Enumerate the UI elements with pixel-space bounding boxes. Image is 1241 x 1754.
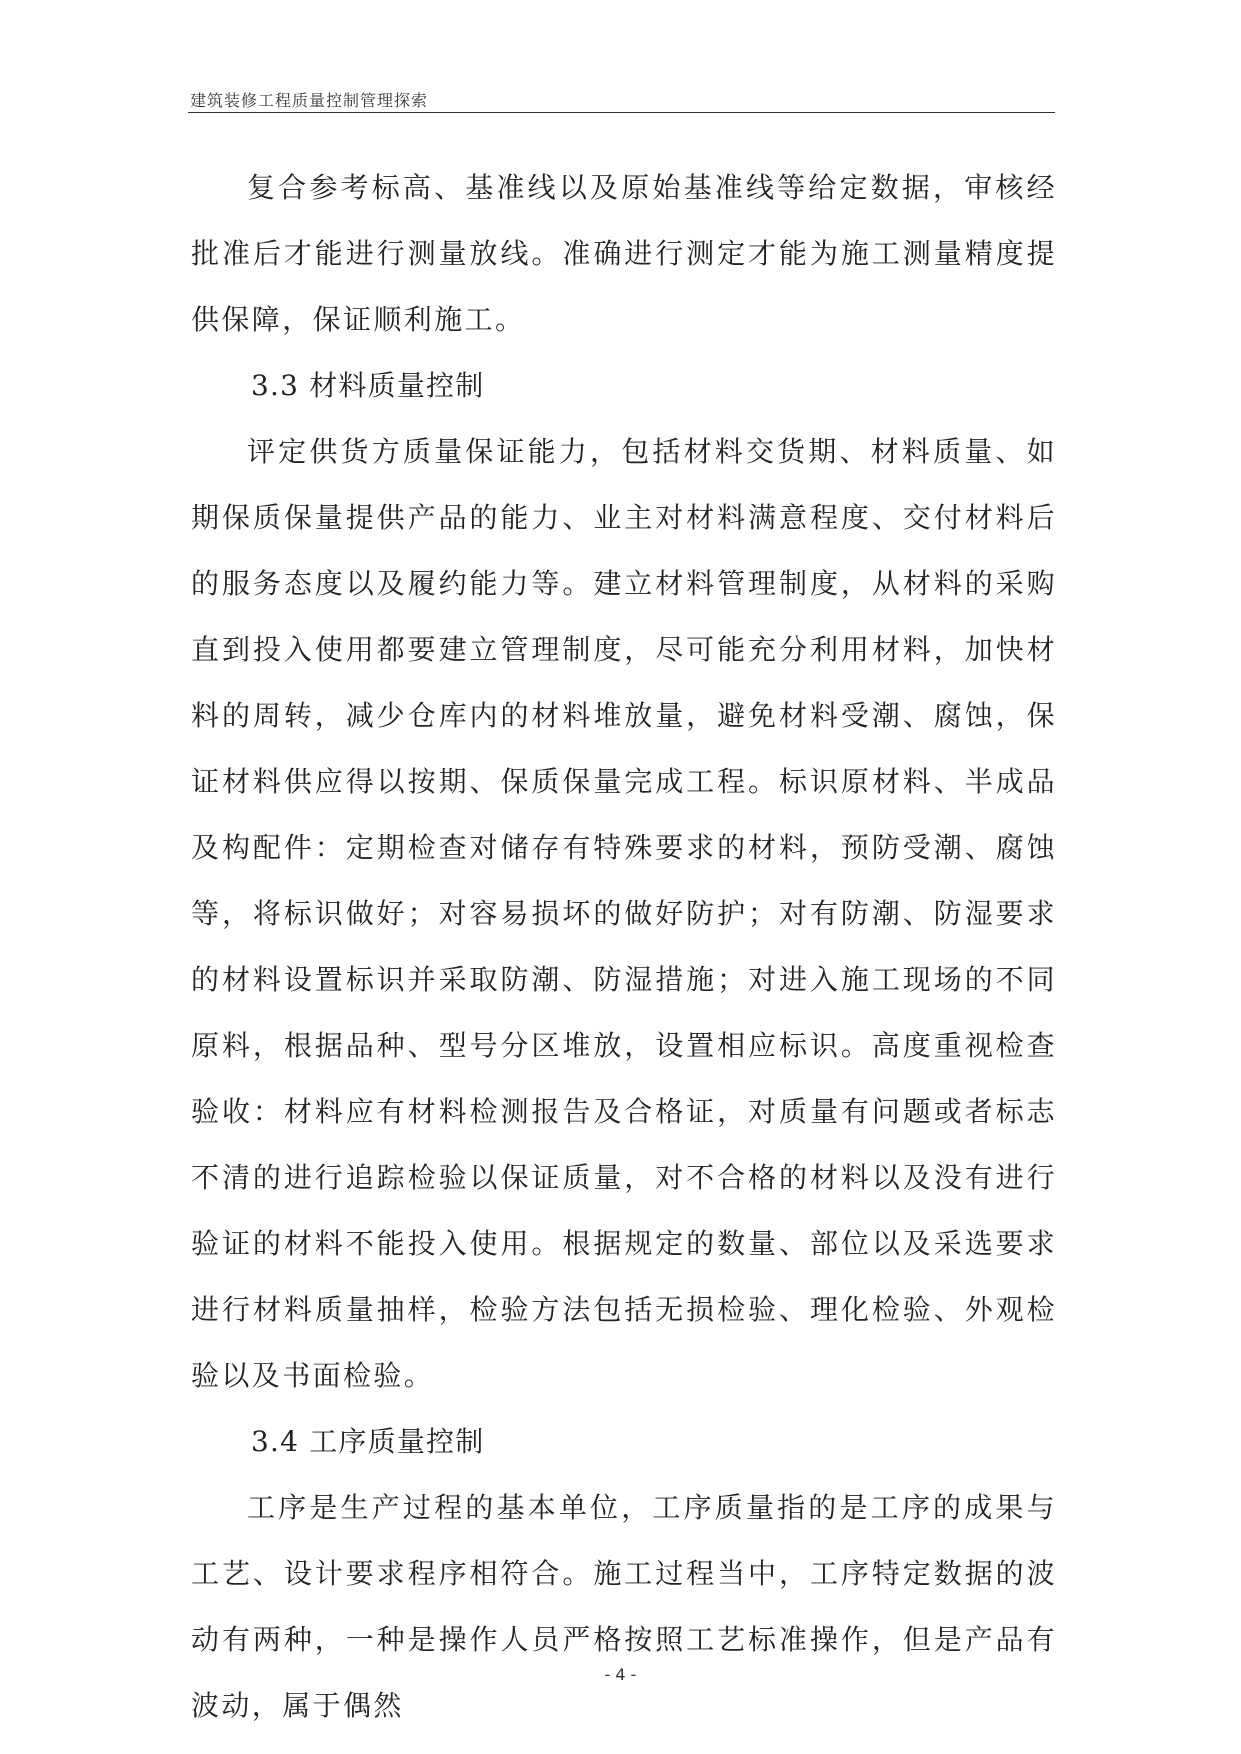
paragraph: 复合参考标高、基准线以及原始基准线等给定数据，审核经批准后才能进行测量放线。准确进行测定才能为施工测量精度提供保障，保证顺利施工。 <box>191 171 1057 336</box>
paragraph: 评定供货方质量保证能力，包括材料交货期、材料质量、如期保质保量提供产品的能力、业主对材料满意程度、交付材料后的服务态度以及履约能力等。建立材料管理制度，从材料的采购直到投入使用都要建立管理制度，尽可能充分利用材料，加快材料的周转，减少仓库内的材料堆放量，避免材料受潮、腐蚀，保证材料供应得以按期、保质保量完成工程。标识原材料、半成品及构配件：定期检查对储存有特殊要求的材料，预防受潮、腐蚀等，将标识做好；对容易损坏的做好防护；对有防潮、防湿要求的材料设置标识并采取防潮、防湿措施；对进入施工现场的不同原料，根据品种、型号分区堆放，设置相应标识。高度重视检查验收：材料应有材料检测报告及合格证，对质量有问题或者标志不清的进行追踪检验以保证质量，对不合格的材料以及没有进行验证的材料不能投入使用。根据规定的数量、部位以及采选要求进行材料质量抽样，检验方法包括无损检验、理化检验、外观检验以及书面检验。 <box>191 435 1057 1392</box>
section-heading: 3.3 材料质量控制 <box>251 369 485 402</box>
section-heading: 3.4 工序质量控制 <box>251 1425 485 1458</box>
running-header-title: 建筑装修工程质量控制管理探索 <box>190 91 429 110</box>
document-body <box>191 155 1057 1739</box>
page-number: - 4 - <box>604 1665 637 1684</box>
paragraph: 工序是生产过程的基本单位，工序质量指的是工序的成果与工艺、设计要求程序相符合。施工过程当中，工序特定数据的波动有两种，一种是操作人员严格按照工艺标准操作，但是产品有波动，属于偶然 <box>191 1491 1057 1722</box>
header-divider <box>188 112 1055 113</box>
